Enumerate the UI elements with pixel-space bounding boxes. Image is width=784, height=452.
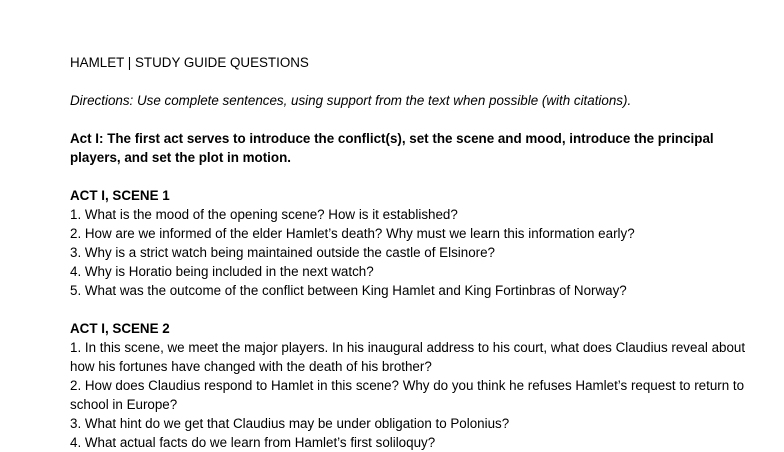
study-question: 4. What actual facts do we learn from Hamlet’s first soliloquy? bbox=[70, 435, 436, 450]
study-question: 1. What is the mood of the opening scene? How is it established? bbox=[70, 207, 458, 222]
study-question: 1. In this scene, we meet the major players. In his inaugural address to his court, what does Claudius reveal about how his fortunes have changed with the death of his brother? bbox=[70, 340, 746, 374]
question-list bbox=[70, 338, 760, 452]
study-question: 2. How does Claudius respond to Hamlet in this scene? Why do you think he refuses Hamlet’s request to return to school in Europe? bbox=[70, 378, 745, 412]
act-introduction: Act I: The first act serves to introduce the conflict(s), set the scene and mood, introduce the principal players, and set the plot in motion. bbox=[70, 131, 714, 165]
scene-heading: ACT I, SCENE 1 bbox=[70, 188, 170, 203]
scene-section-1 bbox=[70, 186, 760, 300]
scene-section-2 bbox=[70, 319, 760, 452]
study-question: 4. Why is Horatio being included in the next watch? bbox=[70, 264, 374, 279]
question-list bbox=[70, 205, 760, 300]
document-content bbox=[70, 53, 760, 452]
study-question: 5. What was the outcome of the conflict between King Hamlet and King Fortinbras of Norway? bbox=[70, 283, 627, 298]
directions-text: Directions: Use complete sentences, using support from the text when possible (with citations). bbox=[70, 93, 632, 108]
study-question: 3. Why is a strict watch being maintained outside the castle of Elsinore? bbox=[70, 245, 495, 260]
scene-heading: ACT I, SCENE 2 bbox=[70, 321, 170, 336]
study-question: 3. What hint do we get that Claudius may be under obligation to Polonius? bbox=[70, 416, 510, 431]
document-title: HAMLET | STUDY GUIDE QUESTIONS bbox=[70, 55, 309, 70]
study-question: 2. How are we informed of the elder Hamlet’s death? Why must we learn this information early? bbox=[70, 226, 635, 241]
